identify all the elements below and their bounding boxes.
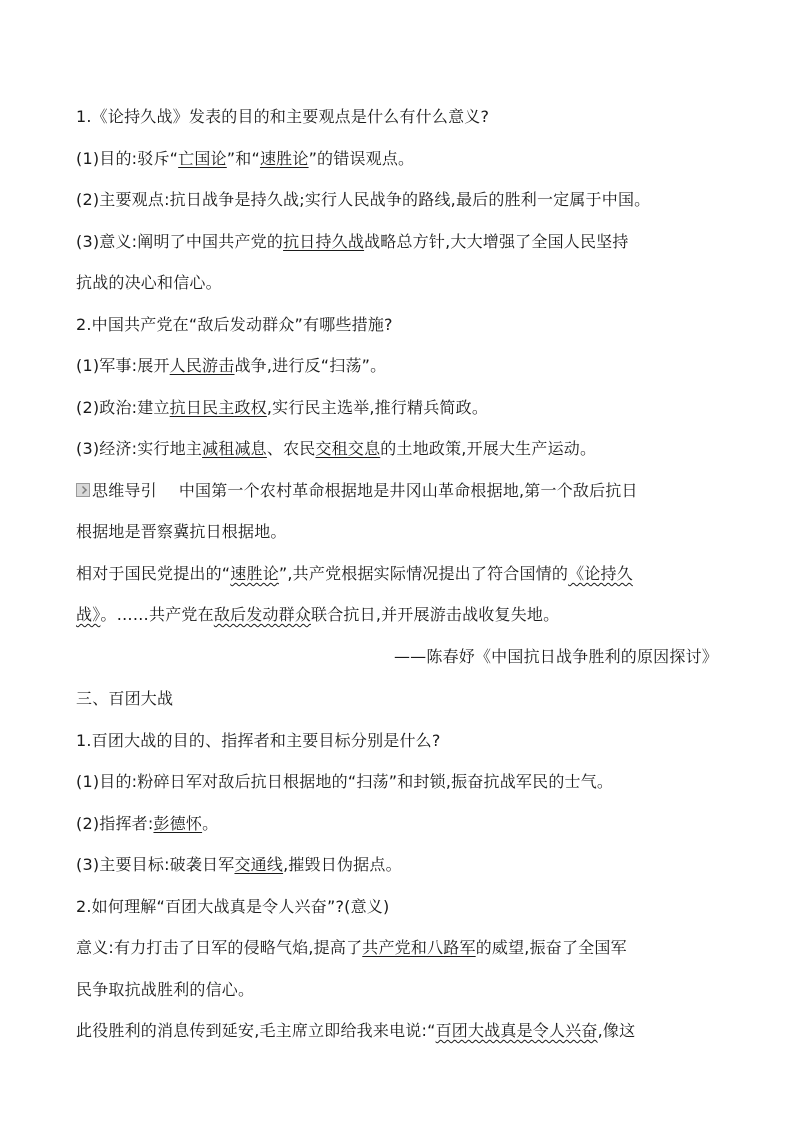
question-1-title — [76, 107, 726, 127]
quote-line-1: 相对于国民党提出的“速胜论”,共产党根据实际情况提出了符合国情的《论持久 — [76, 564, 633, 583]
answer-purpose: (1)目的:驳斥“亡国论”和“速胜论”的错误观点。 — [76, 149, 415, 168]
wavy-underlined-term: 敌后发动群众 — [213, 605, 312, 624]
question-2-title: 2.中国共产党在“敌后发动群众”有哪些措施? — [76, 315, 393, 334]
underlined-term: 交通线 — [234, 855, 284, 874]
section-heading: 三、百团大战 — [76, 689, 174, 708]
answer-significance-cont: 抗战的决心和信心。 — [76, 273, 222, 292]
wavy-underlined-term: 战》 — [76, 605, 101, 624]
quote-mao-telegram: 此役胜利的消息传到延安,毛主席立即给我来电说:“百团大战真是令人兴奋,像这 — [76, 1021, 636, 1040]
wavy-underlined-term: 速胜论 — [230, 564, 279, 583]
underlined-term: 减租减息 — [202, 439, 267, 458]
underlined-term: 彭德怀 — [153, 814, 203, 833]
wavy-underlined-term: 百团大战真是令人兴奋 — [435, 1021, 598, 1040]
answer-significance: (3)意义:阐明了中国共产党的抗日持久战战略总方针,大大增强了全国人民坚持 — [76, 232, 629, 251]
answer-politics: (2)政治:建立抗日民主政权,实行民主选举,推行精兵简政。 — [76, 398, 489, 417]
underlined-term: 共产党和八路军 — [362, 938, 476, 957]
thinking-guide: 思维导引 中国第一个农村革命根据地是井冈山革命根据地,第一个敌后抗日 — [76, 481, 726, 501]
quote-line-2: 战》。……共产党在敌后发动群众联合抗日,并开展游击战收复失地。 — [76, 605, 560, 624]
quote-source: ——陈春妤《中国抗日战争胜利的原因探讨》 — [393, 647, 718, 666]
wavy-underlined-term: 《论持久 — [568, 564, 633, 583]
underlined-term: 交租交息 — [315, 439, 381, 458]
answer-battle-significance-cont: 民争取抗战胜利的信心。 — [76, 980, 255, 999]
thinking-guide-cont: 根据地是晋察冀抗日根据地。 — [76, 522, 287, 541]
underlined-term: 速胜论 — [259, 149, 309, 168]
underlined-term: 抗日民主政权 — [169, 398, 267, 417]
underlined-term: 人民游击 — [169, 356, 235, 375]
guide-label: 思维导引 — [92, 481, 157, 500]
underlined-term: 抗日持久战 — [283, 232, 365, 251]
answer-military: (1)军事:展开人民游击战争,进行反“扫荡”。 — [76, 356, 387, 375]
answer-battle-significance: 意义:有力打击了日军的侵略气焰,提高了共产党和八路军的威望,振奋了全国军 — [76, 938, 627, 957]
answer-economy: (3)经济:实行地主减租减息、农民交租交息的土地政策,开展大生产运动。 — [76, 439, 597, 458]
answer-commander: (2)指挥者:彭德怀。 — [76, 814, 219, 833]
guide-icon — [76, 483, 90, 497]
answer-main-target: (3)主要目标:破袭日军交通线,摧毁日伪据点。 — [76, 855, 402, 874]
section3-question-1-title: 1.百团大战的目的、指挥者和主要目标分别是什么? — [76, 731, 441, 750]
answer-main-viewpoint: (2)主要观点:抗日战争是持久战;实行人民战争的路线,最后的胜利一定属于中国。 — [76, 190, 651, 209]
question-text: 1.《论持久战》发表的目的和主要观点是什么有什么意义? — [76, 107, 490, 126]
section3-question-2-title: 2.如何理解“百团大战真是令人兴奋”?(意义) — [76, 897, 390, 916]
answer-battle-purpose: (1)目的:粉碎日军对敌后抗日根据地的“扫荡”和封锁,振奋抗战军民的士气。 — [76, 772, 614, 791]
underlined-term: 亡国论 — [178, 149, 227, 168]
